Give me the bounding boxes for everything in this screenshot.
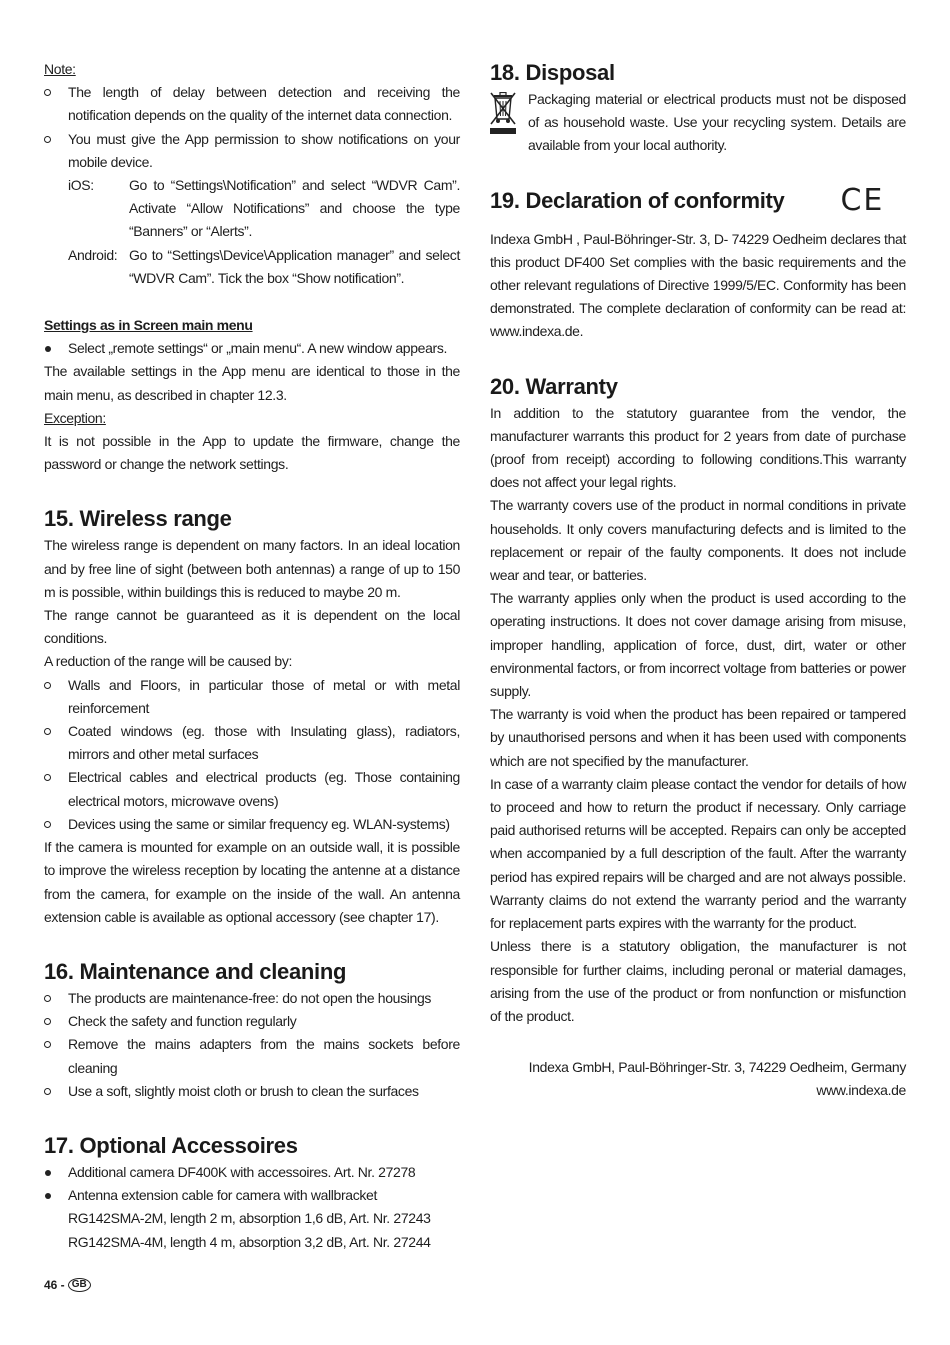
s15-paragraph: The range cannot be guaranteed as it is dependent on the local conditions. — [44, 607, 460, 647]
s17-detail-line: RG142SMA-4M, length 4 m, absorption 3,2 dB, Art. Nr. 27244 — [68, 1233, 431, 1250]
s15-item: Coated windows (eg. those with Insulating glass), radiators, mirrors and other metal surfaces — [44, 720, 460, 766]
android-instruction — [44, 244, 460, 290]
right-column — [490, 58, 906, 1103]
settings-item: Select „remote settings“ or „main menu“. A new window appears. — [44, 337, 460, 360]
bullet-icon — [44, 728, 51, 735]
exception-text: It is not possible in the App to update the firmware, change the password or change the network settings. — [44, 433, 460, 473]
page-footer — [44, 1278, 91, 1292]
section-19-header — [490, 182, 906, 218]
country-code-badge: GB — [68, 1278, 91, 1292]
warranty-paragraph: The warranty applies only when the product is used according to the operating instructions. It does not cover damage arising from misuse, improper handling, application of force, dust, dirt, water or other environmental factors, or from incorrect voltage from batteries or power supply. — [490, 590, 906, 700]
bullet-icon — [44, 1088, 51, 1095]
warranty-paragraph: Unless there is a statutory obligation, the manufacturer is not responsible for further claims, including peronal or material damages, arising from the use of the product or from nonfunction or misfunction of the product. — [490, 938, 906, 1024]
warranty-paragraph: In addition to the statutory guarantee from the vendor, the manufacturer warrants this product for 2 years from date of purchase (proof from receipt) according to following conditions.This warranty does not affect your legal rights. — [490, 404, 906, 491]
conformity-text: Indexa GmbH , Paul-Böhringer-Str. 3, D- 74229 Oedheim declares that this product DF400 Set complies with the basic requirements and the other relevant regulations of Directive 1999/5/EC. Conformity has been demonstrated. The complete declaration of conformity can be read at: www.indexa.de. — [490, 230, 906, 340]
note-item: The length of delay between detection and receiving the notification depends on the quality of the internet data connection. — [44, 81, 460, 127]
bullet-icon — [45, 1170, 51, 1176]
company-website: www.indexa.de — [816, 1082, 906, 1099]
company-address: Indexa GmbH, Paul-Böhringer-Str. 3, 74229 Oedheim, Germany — [528, 1059, 906, 1076]
note-item: You must give the App permission to show notifications on your mobile device. — [44, 128, 460, 174]
bullet-icon — [45, 346, 51, 352]
bullet-icon — [44, 682, 51, 689]
s17-detail-line: RG142SMA-2M, length 2 m, absorption 1,6 dB, Art. Nr. 27243 — [68, 1210, 431, 1227]
s15-item: Devices using the same or similar frequency eg. WLAN-systems) — [44, 813, 460, 836]
warranty-paragraph: In case of a warranty claim please contact the vendor for details of how to proceed and how to return the product if necessary. Only carriage paid authorised returns will be accepted. Repairs can only be accepted when accompanied by a full description of the fault. After the warranty period has expired repairs will be charged and are not always possible. Warranty claims do not extend the warranty period and the warranty for replacement parts expires with the warranty for the product. — [490, 775, 906, 932]
s16-item: The products are maintenance-free: do not open the housings — [44, 987, 460, 1010]
section-18-title: 18. Disposal — [490, 60, 615, 85]
s15-item: Walls and Floors, in particular those of metal or with metal reinforcement — [44, 674, 460, 720]
android-label: Android: — [68, 246, 118, 263]
s17-item: Antenna extension cable for camera with wallbracket — [44, 1184, 460, 1207]
s15-paragraph: A reduction of the range will be caused by: — [44, 653, 293, 670]
section-16-title: 16. Maintenance and cleaning — [44, 958, 347, 984]
bullet-icon — [44, 1018, 51, 1025]
bullet-icon — [44, 89, 51, 96]
s16-item: Remove the mains adapters from the mains sockets before cleaning — [44, 1033, 460, 1079]
bullet-icon — [44, 1041, 51, 1048]
s15-item: Electrical cables and electrical products (eg. Those containing electrical motors, microwave ovens) — [44, 766, 460, 812]
left-column — [44, 58, 460, 1254]
bullet-icon — [44, 821, 51, 828]
s16-item: Check the safety and function regularly — [44, 1010, 460, 1033]
note-label: Note: — [44, 61, 76, 77]
section-15-title: 15. Wireless range — [44, 506, 232, 532]
settings-text: The available settings in the App menu are identical to those in the main menu, as described in chapter 12.3. — [44, 363, 460, 403]
ios-instruction — [44, 174, 460, 244]
bullet-icon — [45, 1193, 51, 1199]
page-number: 46 - — [44, 1278, 65, 1292]
warranty-paragraph: The warranty covers use of the product in normal conditions in private households. It only covers manufacturing defects and is limited to the replacement or repair of the faulty components. It does not include wear and tear, or batteries. — [490, 497, 906, 584]
section-17-title: 17. Optional Accessoires — [44, 1132, 298, 1158]
section-19-title: 19. Declaration of conformity — [490, 187, 785, 213]
settings-heading: Settings as in Screen main menu — [44, 317, 253, 334]
android-text: Go to “Settings\Device\Application manager” and select “WDVR Cam”. Tick the box “Show notification”. — [129, 246, 460, 286]
bullet-icon — [44, 995, 51, 1002]
ios-text: Go to “Settings\Notification” and select “WDVR Cam”. Activate “Allow Notifications” and choose the type “Banners” or “Alerts”. — [129, 177, 460, 240]
disposal-text: Packaging material or electrical products must not be disposed of as household waste. Use your recycling system. Details are available from your local authority. — [528, 91, 906, 154]
warranty-paragraph: The warranty is void when the product has been repaired or tampered by unauthorised persons and when it has been used with components which are not specified by the manufacturer. — [490, 706, 906, 769]
crossed-bin-icon — [490, 88, 528, 158]
disposal-block — [490, 88, 906, 158]
s15-paragraph: If the camera is mounted for example on an outside wall, it is possible to improve the wireless reception by locating the antenne at a distance from the camera, for example on the inside of the wall. An antenna extension cable is available as optional accessory (see chapter 17). — [44, 839, 460, 925]
section-20-title: 20. Warranty — [490, 373, 618, 399]
bullet-icon — [44, 774, 51, 781]
bullet-icon — [44, 136, 51, 143]
s17-item: Additional camera DF400K with accessoires. Art. Nr. 27278 — [44, 1161, 460, 1184]
ios-label: iOS: — [68, 177, 94, 194]
s16-item: Use a soft, slightly moist cloth or brush to clean the surfaces — [44, 1080, 460, 1103]
s15-paragraph: The wireless range is dependent on many factors. In an ideal location and by free line of sight (between both antennas) a range of up to 150 m is possible, within buildings this is reduced to maybe 20 m. — [44, 537, 460, 600]
exception-label: Exception: — [44, 409, 106, 426]
ce-mark-icon: CE — [840, 182, 885, 218]
